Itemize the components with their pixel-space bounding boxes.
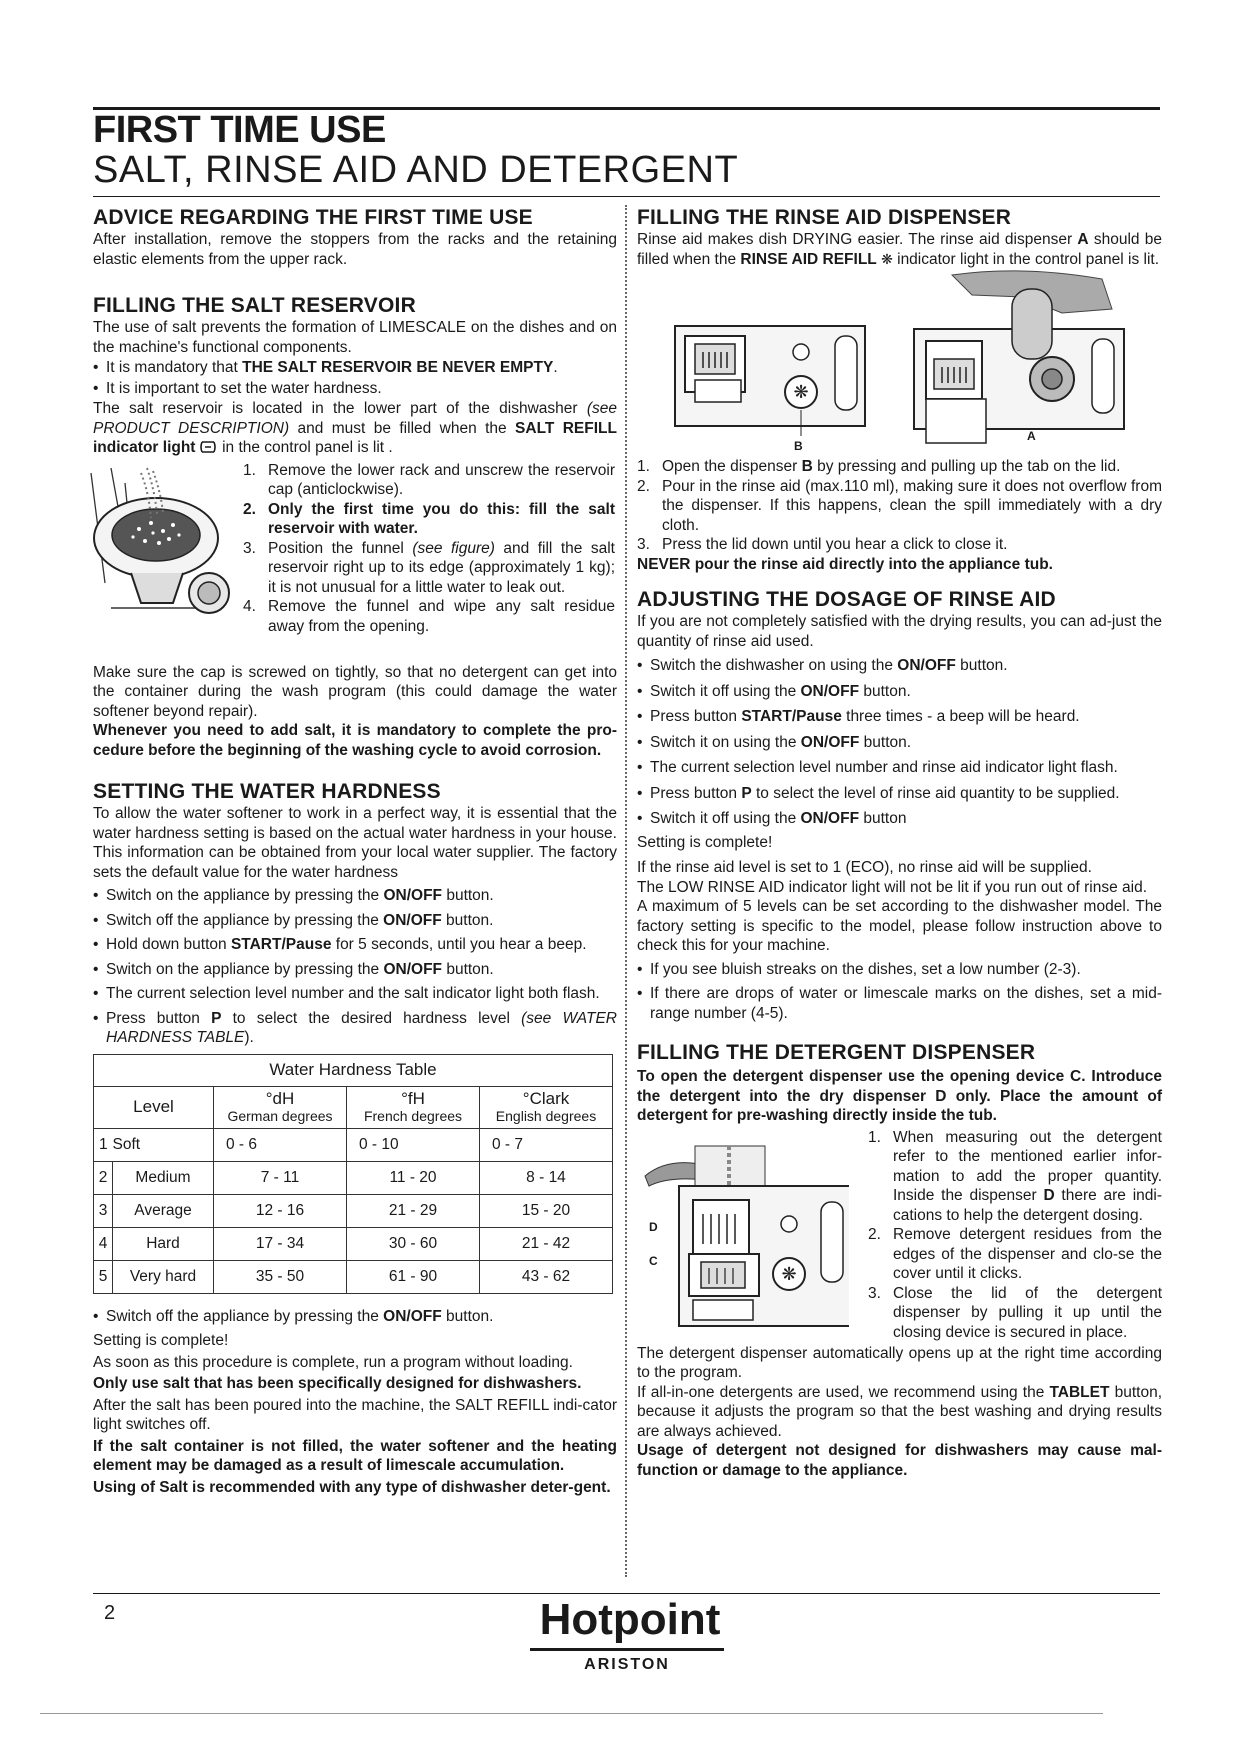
hardness-warning: If the salt container is not filled, the water softener and the heating element may be damaged as a result of limescale accumulation. [93, 1437, 617, 1474]
dosage-complete: Setting is complete! [637, 833, 773, 851]
table-row: 1 Soft 0 - 6 0 - 10 0 - 7 [94, 1128, 613, 1161]
salt-p4: Whenever you need to add salt, it is mandatory to complete the pro-cedure before the beginning of the washing cycle to avoid corrosion. [93, 722, 617, 759]
dosage-tips [637, 960, 1162, 1024]
table-header-clark: °Clark English degrees [480, 1086, 613, 1128]
column-divider [625, 205, 627, 1577]
list-item: • The current selection level number and rinse aid indicator light flash. [637, 758, 1162, 778]
hardness-p1: To allow the water softener to work in a perfect way, it is essential that the water hardness setting is based on the actual water hardness in your house. This information can be obtained from your local water supplier. The factory sets the default value for the water hardness [93, 805, 617, 881]
label-c: C [649, 1253, 658, 1268]
list-item: • If you see bluish streaks on the dishes, set a low number (2-3). [637, 960, 1162, 980]
table-header-fh: °fH French degrees [347, 1086, 480, 1128]
brand-rule [530, 1648, 724, 1651]
list-item: 2. Remove detergent residues from the edges of the dispenser and clo-se the cover until it clicks. [868, 1226, 1162, 1282]
table-row: 3 Average 12 - 16 21 - 29 15 - 20 [94, 1194, 613, 1227]
rinse-never: NEVER pour the rinse aid directly into the appliance tub. [637, 555, 1053, 573]
label-b: B [794, 439, 803, 453]
list-item: • Press button P to select the level of rinse aid quantity to be supplied. [637, 784, 1162, 804]
rinse-p1: Rinse aid makes dish DRYING easier. The rinse aid dispenser A should be filled when the RINSE AID REFILL ❋ indicator light in the control panel is lit. [637, 231, 1162, 268]
detergent-intro: To open the detergent dispenser use the opening device C. Introduce the detergent into the dry dispenser D only. Place the amount of detergent for pre-washing directly inside the tub. [637, 1068, 1162, 1124]
salt-heading: FILLING THE SALT RESERVOIR [93, 294, 416, 317]
bottom-rule [40, 1713, 1103, 1714]
salt-p2: The salt reservoir is located in the lower part of the dishwasher (see PRODUCT DESCRIPTION) and must be filled when the SALT REFILL indicator light in the control panel is lit . [93, 400, 617, 456]
label-a: A [1027, 429, 1036, 443]
salt-p1: The use of salt prevents the formation of LIMESCALE on the dishes and on the machine's functional components. [93, 319, 617, 356]
list-item: • If there are drops of water or limescale marks on the dishes, set a mid-range number (4-5). [637, 984, 1162, 1023]
hardness-complete: Setting is complete! [93, 1332, 229, 1349]
rinse-dispenser-open-figure [912, 269, 1132, 444]
rinse-heading: FILLING THE RINSE AID DISPENSER [637, 206, 1012, 229]
hardness-only-salt: Only use salt that has been specifically designed for dishwashers. [93, 1375, 582, 1392]
dosage-p3: The LOW RINSE AID indicator light will not be lit if you run out of rinse aid. [637, 878, 1148, 896]
list-item: • Switch it off using the ON/OFF button. [637, 682, 1162, 702]
brand-logo: Hotpoint [539, 1595, 721, 1644]
table-caption: Water Hardness Table [94, 1054, 613, 1086]
label-d: D [649, 1219, 658, 1234]
detergent-heading: FILLING THE DETERGENT DISPENSER [637, 1041, 1036, 1064]
salt-refill-icon [200, 440, 218, 454]
list-item: 1. Open the dispenser B by pressing and pulling up the tab on the lid. [637, 458, 1121, 475]
dosage-bullets [637, 656, 1162, 829]
dosage-p2: If the rinse aid level is set to 1 (ECO), no rinse aid will be supplied. [637, 859, 1092, 876]
table-row: 5 Very hard 35 - 50 61 - 90 43 - 62 [94, 1260, 613, 1293]
brand-sub: ARISTON [584, 1656, 670, 1673]
list-item: 2. Pour in the rinse aid (max.110 ml), making sure it does not overflow from the dispenser. If this happens, clean the spill immediately with a dry cloth. [637, 477, 1162, 534]
dosage-heading: ADJUSTING THE DOSAGE OF RINSE AID [637, 588, 1056, 611]
salt-steps [243, 461, 615, 637]
water-hardness-table [93, 1054, 613, 1294]
list-item: • Switch it off using the ON/OFF button [637, 809, 1162, 829]
hardness-after-bullet [93, 1307, 617, 1327]
list-item: 4. Remove the funnel and wipe any salt residue away from the opening. [243, 598, 615, 635]
list-item: • Switch off the appliance by pressing the ON/OFF button. [93, 1307, 617, 1327]
list-item: • It is mandatory that THE SALT RESERVOIR BE NEVER EMPTY. [93, 358, 617, 378]
list-item: • Press button START/Pause three times - a beep will be heard. [637, 707, 1162, 727]
dosage-p1: If you are not completely satisfied with the drying results, you can ad-just the quantity of rinse aid used. [637, 613, 1162, 650]
list-item: • The current selection level number and the salt indicator light both flash. [93, 984, 617, 1004]
detergent-p1: The detergent dispenser automatically opens up at the right time according to the program. [637, 1344, 1162, 1381]
list-item: 3. Press the lid down until you hear a click to close it. [637, 536, 1008, 553]
list-item: • Switch it on using the ON/OFF button. [637, 733, 1162, 753]
hardness-heading: SETTING THE WATER HARDNESS [93, 780, 441, 803]
detergent-figure-block [637, 1126, 1162, 1344]
list-item: 1. Remove the lower rack and unscrew the reservoir cap (anticlockwise). [243, 461, 615, 498]
salt-bullets [93, 358, 617, 398]
dosage-p4: A maximum of 5 levels can be set according to the dishwasher model. The factory setting is specific to the model, please follow instruction above to check this for your machine. [637, 898, 1162, 954]
hardness-as-soon: As soon as this procedure is complete, run a program without loading. [93, 1353, 573, 1371]
list-item: 1. When measuring out the detergent refer to the mentioned earlier infor-mation to add the proper quantity. Inside the dispenser D there are indi-cations to help the detergent dosing. [868, 1128, 1162, 1224]
detergent-steps [868, 1128, 1162, 1343]
list-item: • Switch off the appliance by pressing the ON/OFF button. [93, 911, 617, 931]
list-item: • It is important to set the water hardness. [93, 379, 617, 399]
advice-text: After installation, remove the stoppers from the racks and the retaining elastic elements from the upper rack. [93, 231, 617, 268]
salt-figure-block [93, 461, 617, 666]
list-item: • Switch the dishwasher on using the ON/OFF button. [637, 656, 1162, 676]
list-item: 3. Position the funnel (see figure) and fill the salt reservoir right up to its edge (approximately 1 kg); it is not unusual for a little water to leak out. [243, 539, 615, 596]
rinse-steps [637, 457, 1162, 555]
left-column [93, 206, 617, 1497]
detergent-p2: If all-in-one detergents are used, we recommend using the TABLET button, because it adjusts the program so that the best washing and drying results are always achieved. [637, 1383, 1162, 1440]
svg-text:❋: ❋ [781, 1263, 797, 1284]
list-item: • Switch on the appliance by pressing the ON/OFF button. [93, 886, 617, 906]
detergent-p3: Usage of detergent not designed for dishwashers may cause mal-function or damage to the appliance. [637, 1442, 1162, 1479]
page-number: 2 [104, 1602, 116, 1624]
detergent-dispenser-figure [639, 1136, 849, 1336]
rinse-figure-block [637, 269, 1162, 457]
table-row: 2 Medium 7 - 11 11 - 20 8 - 14 [94, 1161, 613, 1194]
hardness-after-salt: After the salt has been poured into the machine, the SALT REFILL indi-cator light switches off. [93, 1396, 617, 1433]
title-rule [93, 196, 1160, 197]
list-item: 2. Only the first time you do this: fill the salt reservoir with water. [243, 500, 615, 537]
table-row: 4 Hard 17 - 34 30 - 60 21 - 42 [94, 1227, 613, 1260]
page-subtitle: SALT, RINSE AID AND DETERGENT [93, 149, 739, 191]
list-item: 3. Close the lid of the detergent dispenser by pulling it up until the closing device is secured in place. [868, 1284, 1162, 1341]
salt-p3: Make sure the cap is screwed on tightly, so that no detergent can get into the container during the wash program (this could damage the water softener beyond repair). [93, 663, 617, 720]
page-title: FIRST TIME USE [93, 109, 386, 151]
list-item: • Switch on the appliance by pressing the ON/OFF button. [93, 960, 617, 980]
list-item: • Press button P to select the desired hardness level (see WATER HARDNESS TABLE). [93, 1009, 617, 1048]
salt-funnel-figure [81, 463, 231, 621]
list-item: • Hold down button START/Pause for 5 seconds, until you hear a beep. [93, 935, 617, 955]
right-column [637, 206, 1162, 1480]
table-header-dh: °dH German degrees [214, 1086, 347, 1128]
advice-heading: ADVICE REGARDING THE FIRST TIME USE [93, 206, 533, 229]
table-header-level: Level [94, 1086, 214, 1128]
rinse-aid-icon: ❋ [881, 250, 893, 267]
hardness-bullets [93, 886, 617, 1048]
svg-text:❋: ❋ [793, 382, 809, 402]
footer-rule [93, 1593, 1160, 1594]
hardness-using: Using of Salt is recommended with any type of dishwasher deter-gent. [93, 1478, 611, 1496]
rinse-dispenser-figure [673, 324, 869, 444]
